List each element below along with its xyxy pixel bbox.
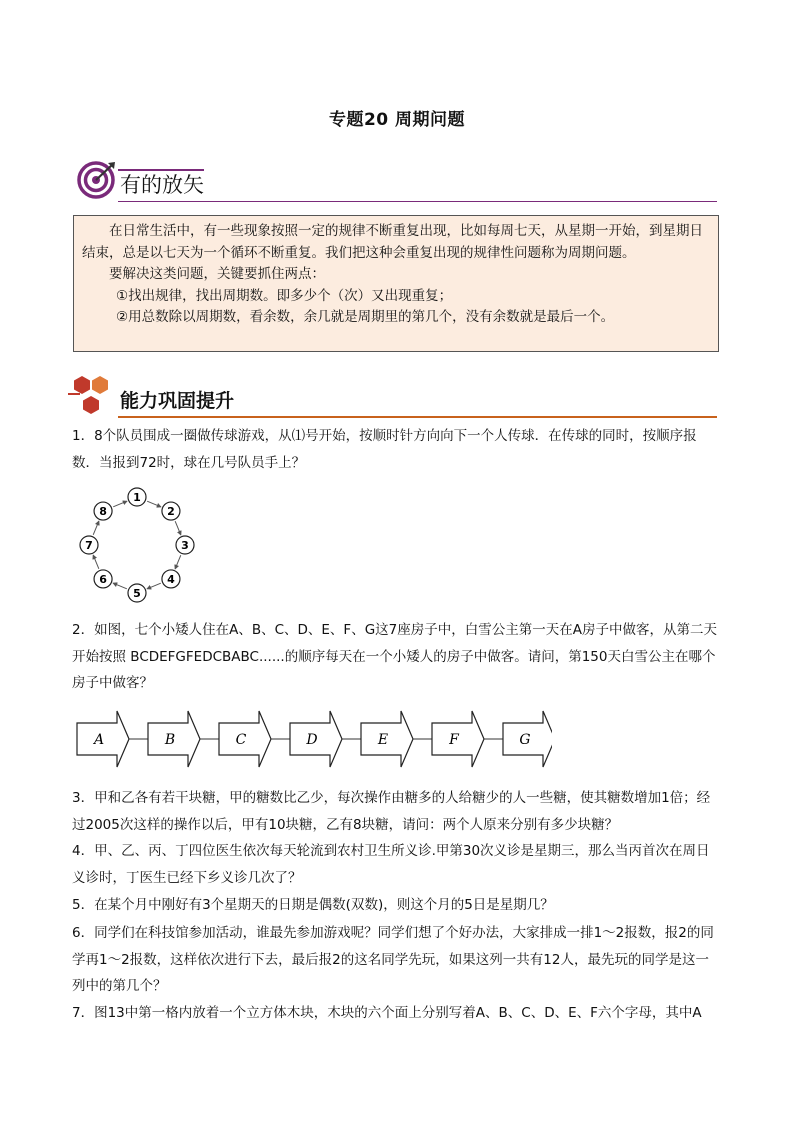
hexagon-icon bbox=[68, 374, 116, 418]
problem-6: 6．同学们在科技馆参加活动，谁最先参加游戏呢？同学们想了个好办法，大家排成一排1～2报数，报2的同学再1～2报数，这样依次进行下去，最后报2的这名同学先玩，如果这列一共有12人，最先玩的同学是这一列中的第几个？ bbox=[72, 925, 714, 994]
circle-node bbox=[176, 536, 194, 554]
circle-node-label: 4 bbox=[167, 572, 175, 586]
circle-node-label: 1 bbox=[133, 491, 141, 504]
problem-3: 3．甲和乙各有若干块糖，甲的糖数比乙少，每次操作由糖多的人给糖少的人一些糖，使其糖数增加1倍；经过2005次这样的操作以后，甲有10块糖，乙有8块糖，请问：两个人原来分别有多少块糖？ bbox=[72, 790, 711, 833]
circle-node-label: 6 bbox=[99, 572, 107, 586]
intro-point: ②用总数除以周期数，看余数，余几就是周期里的第几个，没有余数就是最后一个。 bbox=[116, 309, 615, 325]
house-g bbox=[503, 711, 552, 767]
house-label: C bbox=[235, 732, 247, 748]
circle-node bbox=[94, 502, 112, 520]
circle-node bbox=[128, 488, 146, 506]
circle-node bbox=[162, 502, 180, 520]
circle-arrow bbox=[113, 583, 127, 589]
house-d bbox=[290, 711, 342, 767]
circle-node-label: 2 bbox=[167, 505, 175, 519]
house-label: B bbox=[164, 732, 176, 748]
section-heading-practice bbox=[72, 372, 717, 418]
circle-node-label: 5 bbox=[133, 587, 141, 600]
circle-arrow bbox=[175, 521, 181, 535]
section-heading-goal bbox=[72, 157, 717, 203]
target-icon bbox=[75, 159, 117, 201]
problem-7: 7．图13中第一格内放着一个立方体木块，木块的六个面上分别写着A、B、C、D、E、F六个字母，其中A bbox=[72, 1005, 702, 1021]
house-b bbox=[148, 711, 200, 767]
circle-arrow bbox=[175, 555, 181, 569]
house-label: G bbox=[519, 732, 531, 748]
circle-node bbox=[94, 570, 112, 588]
circle-arrow bbox=[113, 501, 127, 507]
problem-4: 4．甲、乙、丙、丁四位医生依次每天轮流到农村卫生所义诊.甲第30次义诊是星期三，那么当丙首次在周日义诊时，丁医生已经下乡义诊几次了？ bbox=[72, 843, 710, 886]
circle-diagram bbox=[70, 482, 210, 610]
circle-node-label: 3 bbox=[181, 539, 189, 552]
page-title: 专题20 周期问题 bbox=[328, 110, 466, 130]
section-heading-text: 有的放矢 bbox=[120, 173, 204, 197]
intro-paragraph: 要解决这类问题，关键要抓住两点： bbox=[109, 266, 325, 282]
house-f bbox=[432, 711, 484, 767]
problem-2: 2．如图，七个小矮人住在A、B、C、D、E、F、G这7座房子中，白雪公主第一天在A房子中做客，从第二天开始按照 BCDEFGFEDCBABC......的顺序每天在一个小矮人的房子中做客。请问，第150天白雪公主在哪个房子中做客？ bbox=[72, 622, 717, 691]
houses-diagram bbox=[72, 706, 552, 768]
circle-node bbox=[128, 584, 146, 602]
house-a bbox=[77, 711, 129, 767]
section-heading-text: 能力巩固提升 bbox=[120, 390, 235, 412]
circle-node bbox=[162, 570, 180, 588]
circle-arrow bbox=[147, 501, 161, 507]
house-label: F bbox=[449, 732, 459, 748]
intro-box bbox=[73, 215, 719, 352]
circle-node-label: 7 bbox=[85, 539, 93, 552]
circle-arrow bbox=[93, 555, 99, 569]
circle-node bbox=[80, 536, 98, 554]
problem-5: 5．在某个月中刚好有3个星期天的日期是偶数(双数)，则这个月的5日是星期几？ bbox=[72, 897, 554, 913]
house-label: D bbox=[306, 732, 318, 748]
house-label: A bbox=[93, 732, 105, 748]
circle-node-label: 8 bbox=[99, 505, 107, 519]
house-e bbox=[361, 711, 413, 767]
circle-arrow bbox=[147, 583, 161, 589]
problem-1: 1．8个队员围成一圈做传球游戏，从⑴号开始，按顺时针方向向下一个人传球．在传球的同时，按顺序报数．当报到72时，球在几号队员手上？ bbox=[72, 428, 697, 471]
intro-point: ①找出规律，找出周期数。即多少个（次）又出现重复； bbox=[116, 287, 453, 304]
house-c bbox=[219, 711, 271, 767]
house-label: E bbox=[377, 732, 389, 748]
intro-paragraph: 在日常生活中，有一些现象按照一定的规律不断重复出现，比如每周七天，从星期一开始，到星期日结束，总是以七天为一个循环不断重复。我们把这种会重复出现的规律性问题称为周期问题。 bbox=[82, 223, 703, 261]
circle-arrow bbox=[93, 521, 99, 535]
